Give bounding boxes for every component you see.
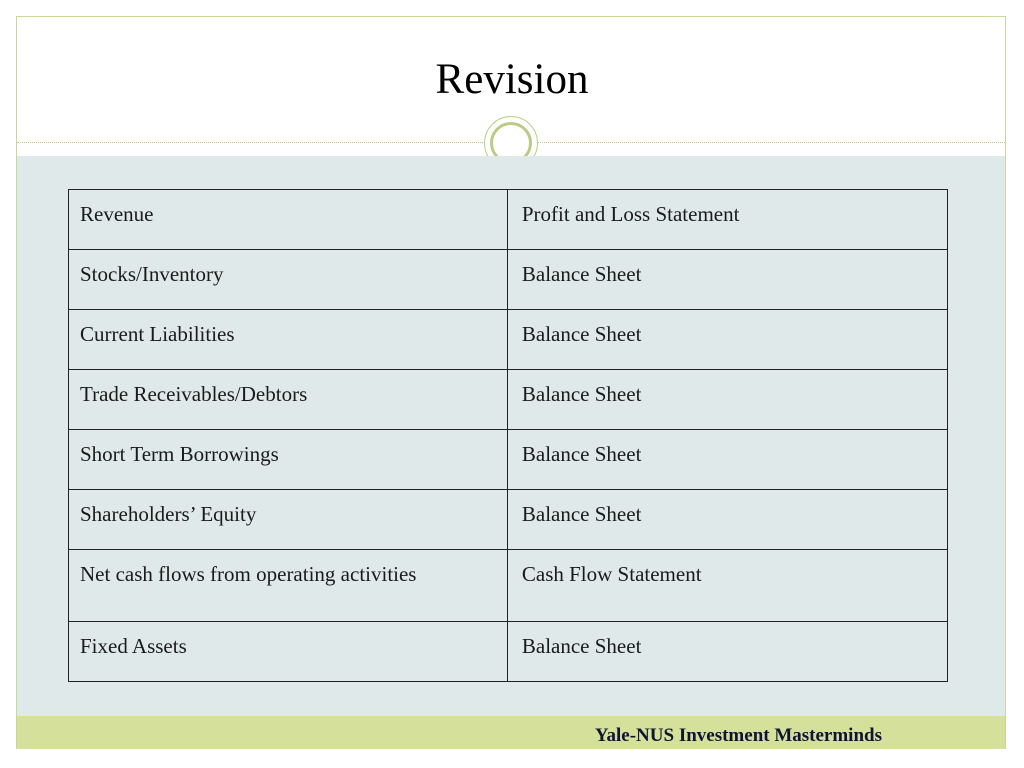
item-cell: Shareholders’ Equity <box>69 490 508 550</box>
statement-cell: Balance Sheet <box>507 430 947 490</box>
item-cell: Revenue <box>69 190 508 250</box>
statement-cell: Balance Sheet <box>507 310 947 370</box>
statement-cell: Balance Sheet <box>507 250 947 310</box>
statement-cell: Profit and Loss Statement <box>507 190 947 250</box>
statement-cell: Balance Sheet <box>507 622 947 682</box>
footer-bar <box>17 716 1005 749</box>
statement-cell: Balance Sheet <box>507 370 947 430</box>
table-row <box>69 622 948 682</box>
statement-cell: Cash Flow Statement <box>507 550 947 622</box>
slide-title: Revision <box>435 56 589 103</box>
table-row <box>69 190 948 250</box>
item-cell: Stocks/Inventory <box>69 250 508 310</box>
table-row <box>69 310 948 370</box>
table-row <box>69 370 948 430</box>
table-row <box>69 430 948 490</box>
item-cell: Trade Receivables/Debtors <box>69 370 508 430</box>
item-cell: Fixed Assets <box>69 622 508 682</box>
table-row <box>69 250 948 310</box>
item-cell: Net cash flows from operating activities <box>69 550 508 622</box>
revision-table <box>68 189 948 682</box>
table-row <box>69 490 948 550</box>
statement-cell: Balance Sheet <box>507 490 947 550</box>
item-cell: Current Liabilities <box>69 310 508 370</box>
footer-text: Yale-NUS Investment Masterminds <box>594 725 882 746</box>
item-cell: Short Term Borrowings <box>69 430 508 490</box>
table-row <box>69 550 948 622</box>
